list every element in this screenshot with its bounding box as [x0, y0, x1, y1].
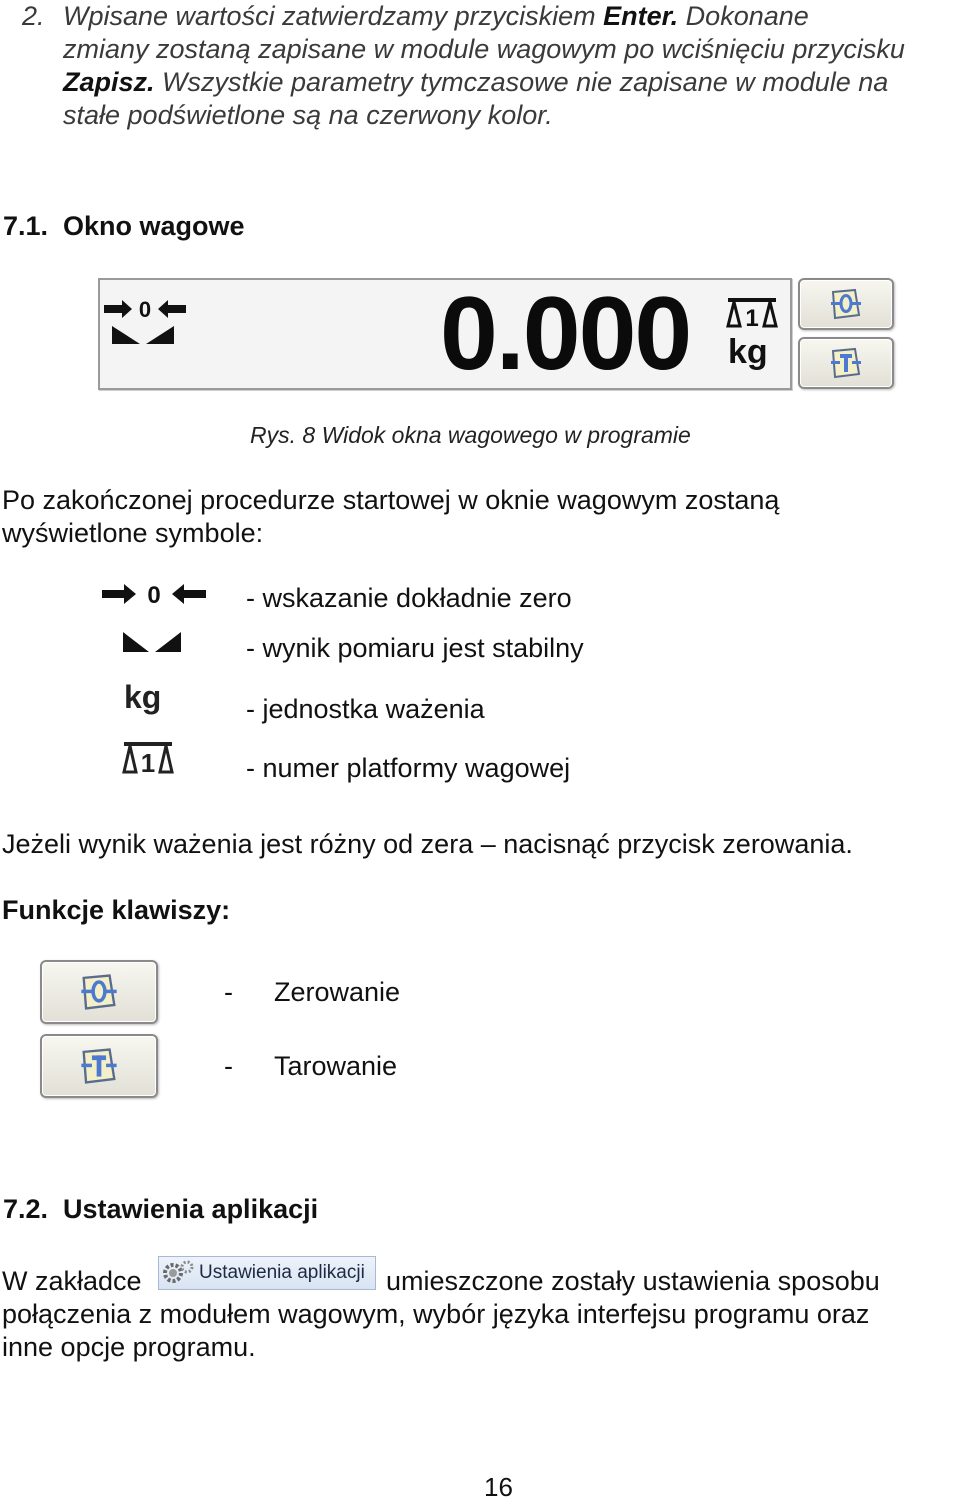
symbol-label-zero: - wskazanie dokładnie zero: [246, 583, 572, 613]
weight-value: 0.000: [440, 276, 691, 392]
gear-icon: [161, 1258, 195, 1288]
step-line-3: [63, 66, 888, 99]
keys-heading: Funkcje klawiszy:: [2, 895, 231, 925]
tare-key-button[interactable]: [40, 1034, 158, 1098]
zero-indicator-icon: [104, 296, 186, 322]
platform-icon: [122, 740, 174, 776]
unit-kg-icon: kg: [124, 679, 162, 715]
step-text: Dokonane: [678, 1, 809, 31]
tare-button[interactable]: [798, 337, 894, 389]
enter-keyword: Enter.: [603, 1, 679, 31]
section-title-weigh-window: Okno wagowe: [63, 211, 245, 241]
stability-icon: [123, 632, 181, 654]
settings-text-after: umieszczone zostały ustawienia sposobu: [386, 1266, 880, 1296]
step-number: 2.: [22, 1, 45, 31]
intro-line-2: wyświetlone symbole:: [2, 518, 264, 548]
key-dash: -: [224, 977, 233, 1007]
section-number-7-2: 7.2.: [3, 1194, 49, 1224]
unit-label: kg: [728, 333, 768, 371]
zero-button-icon: [79, 972, 119, 1012]
zero-indicator-icon: [102, 581, 206, 607]
zero-symbol-text: 0: [138, 297, 152, 322]
symbol-label-unit: - jednostka ważenia: [246, 694, 485, 724]
zero-button[interactable]: [798, 278, 894, 330]
symbol-label-stable: - wynik pomiaru jest stabilny: [246, 633, 584, 663]
app-settings-tab-label: Ustawienia aplikacji: [199, 1262, 365, 1283]
save-keyword: Zapisz.: [63, 67, 155, 97]
intro-line-1: Po zakończonej procedurze startowej w oknie wagowym zostaną: [2, 485, 780, 515]
section-title-app-settings: Ustawienia aplikacji: [63, 1194, 319, 1224]
zero-key-button[interactable]: [40, 960, 158, 1024]
settings-text-before: W zakładce: [2, 1266, 142, 1296]
tare-button-icon: [829, 346, 863, 380]
symbol-label-platform: - numer platformy wagowej: [246, 753, 571, 783]
section-number-7-1: 7.1.: [3, 211, 49, 241]
app-settings-tab[interactable]: [158, 1256, 376, 1290]
platform-icon: [726, 296, 778, 330]
settings-line-2: połączenia z modułem wagowym, wybór języka interfejsu programu oraz: [2, 1299, 870, 1329]
step-line-4: stałe podświetlone są na czerwony kolor.: [63, 100, 553, 130]
stability-icon: [112, 326, 174, 348]
zero-symbol-text: 0: [147, 582, 161, 607]
platform-number-text: 1: [745, 305, 759, 330]
key-label-tare: Tarowanie: [274, 1051, 398, 1081]
figure-caption: Rys. 8 Widok okna wagowego w programie: [250, 422, 691, 448]
platform-number-text: 1: [140, 748, 156, 776]
settings-line-3: inne opcje programu.: [2, 1332, 256, 1362]
step-text: Wpisane wartości zatwierdzamy przyciskiem: [63, 1, 604, 31]
step-line-2: zmiany zostaną zapisane w module wagowym po wciśnięciu przycisku: [63, 34, 905, 64]
key-dash: -: [224, 1051, 233, 1081]
zero-note: Jeżeli wynik ważenia jest różny od zera – nacisnąć przycisk zerowania.: [2, 829, 853, 859]
step-line-1: [63, 0, 809, 33]
zero-button-icon: [829, 287, 863, 321]
page-number: 16: [484, 1472, 513, 1502]
step-text: Wszystkie parametry tymczasowe nie zapisane w module na: [154, 67, 889, 97]
tare-button-icon: [79, 1046, 119, 1086]
key-label-zero: Zerowanie: [274, 977, 401, 1007]
